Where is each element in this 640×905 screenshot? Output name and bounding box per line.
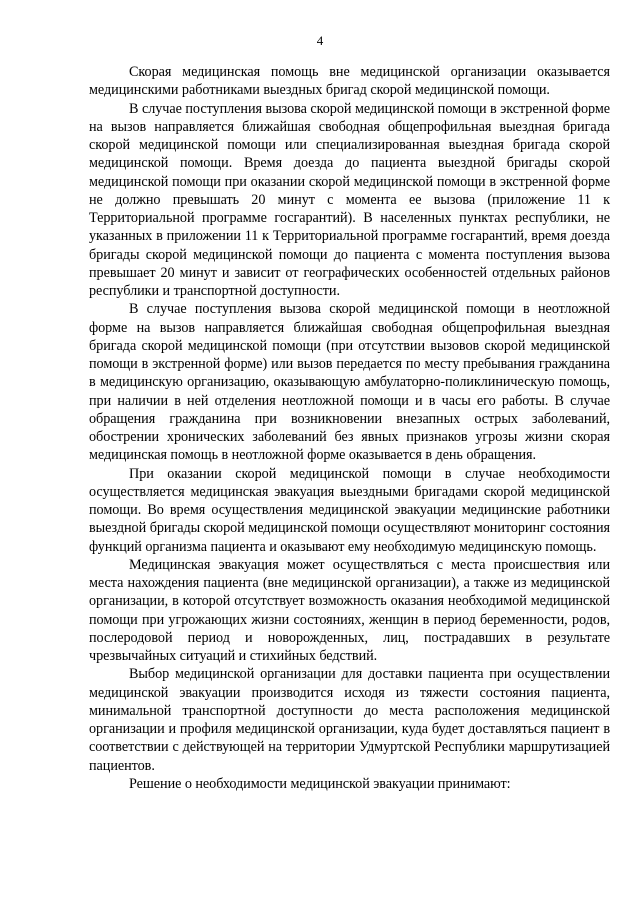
- paragraph-organization-choice: Выбор медицинской организации для доставки пациента при осуществлении медицинской эвакуации производится исходя из тяжести состояния пациента, минимальной транспортной доступности до места расположения медицинской организации и профиля медицинской организации, куда будет доставляться пациент в соответствии с действующей на территории Удмуртской Республики маршрутизацией пациентов.: [89, 666, 610, 774]
- paragraph-ambulance-outside: Скорая медицинская помощь вне медицинской организации оказывается медицинскими работниками выездных бригад скорой медицинской помощи.: [89, 64, 610, 99]
- paragraph-evacuation-decision: Решение о необходимости медицинской эвакуации принимают:: [129, 775, 511, 792]
- paragraph-evacuation-places: Медицинская эвакуация может осуществляться с места происшествия или места нахождения пациента (вне медицинской организации), а также из медицинской организации, в которой отсутствует возможность оказания необходимой медицинской помощи при угрожающих жизни состояниях, женщин в период беременности, родов, послеродовой период и новорожденных, лиц, пострадавших в результате чрезвычайных ситуаций и стихийных бедствий.: [89, 556, 610, 664]
- paragraph-emergency-call: В случае поступления вызова скорой медицинской помощи в экстренной форме на вызов направляется ближайшая свободная общепрофильная выездная бригада скорой медицинской помощи или специализированная выездная бригада скорой медицинской помощи. Время доезда до пациента выездной бригады скорой медицинской помощи при оказании скорой медицинской помощи в экстренной форме не должно превышать 20 минут с момента ее вызова (приложение 11 к Территориальной программе госгарантий). В населенных пунктах республики, не указанных в приложении 11 к Территориальной программе госгарантий, время доезда бригады скорой медицинской помощи до пациента с момента поступления вызова превышает 20 минут и зависит от географических особенностей отдельных районов республики и транспортной доступности.: [89, 100, 610, 299]
- paragraph-urgent-call: В случае поступления вызова скорой медицинской помощи в неотложной форме на вызов направляется ближайшая свободная общепрофильная выездная бригада скорой медицинской помощи (при отсутствии вызовов скорой медицинской помощи в экстренной форме) или вызов передается по месту пребывания гражданина в медицинскую организацию, оказывающую амбулаторно-поликлиническую помощь, при наличии в ней отделения неотложной помощи и в часы его работы. В случае обращения гражданина при возникновении внезапных острых заболеваний, обострении хронических заболеваний без явных признаков угрозы жизни скорая медицинская помощь в неотложной форме оказывается в день обращения.: [89, 301, 610, 464]
- paragraph-medical-evacuation: При оказании скорой медицинской помощи в случае необходимости осуществляется медицинская эвакуация выездными бригадами скорой медицинской помощи. Во время осуществления медицинской эвакуации медицинские работники выездной бригады скорой медицинской помощи осуществляют мониторинг состояния функций организма пациента и оказывают ему необходимую медицинскую помощь.: [89, 465, 610, 555]
- page-number: 4: [316, 33, 324, 48]
- document-body: [89, 63, 610, 793]
